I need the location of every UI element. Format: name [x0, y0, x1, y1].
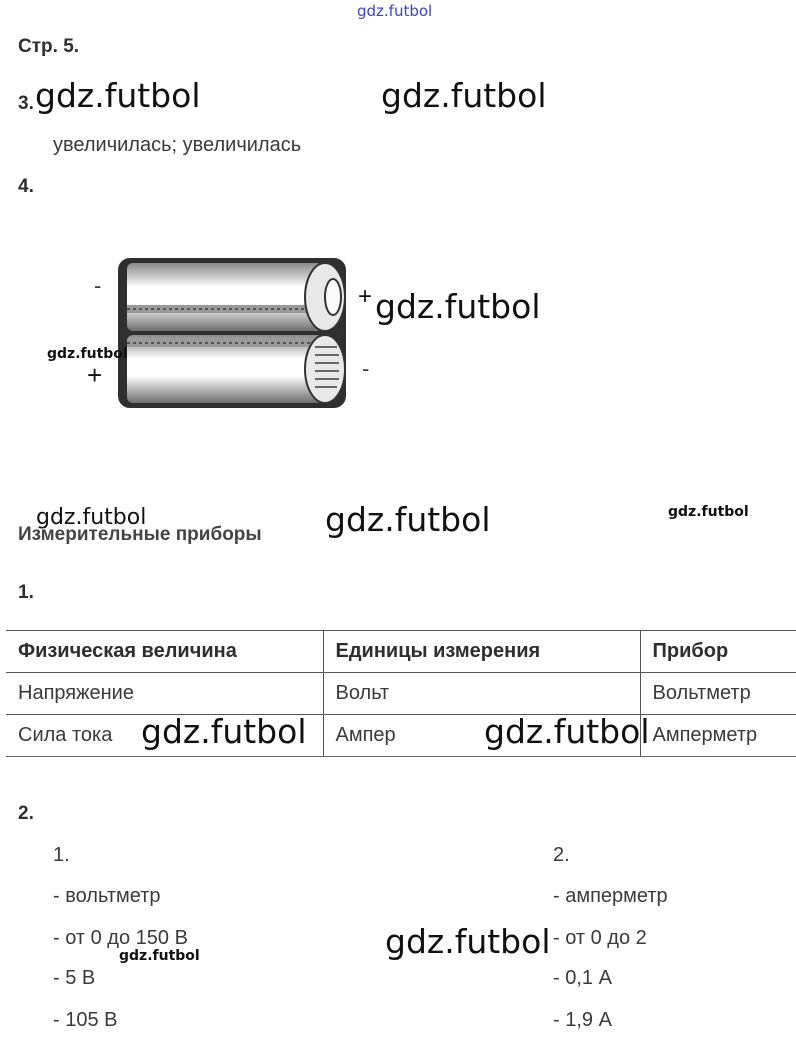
watermark: gdz.futbol	[36, 505, 147, 530]
battery-label-top-right: +	[358, 283, 373, 310]
watermark: gdz.futbol	[47, 346, 128, 362]
q2-right-line: - 1,9 А	[553, 1009, 612, 1031]
table-cell: Амперметр	[640, 715, 796, 757]
q2-right-line: - амперметр	[553, 885, 668, 907]
table-row	[6, 673, 796, 715]
q2-left-line: - 105 В	[53, 1009, 118, 1031]
table-header-cell: Физическая величина	[6, 631, 323, 673]
q1-number: 1.	[18, 582, 34, 603]
task4-number: 4.	[18, 176, 34, 197]
watermark: gdz.futbol	[119, 948, 200, 964]
q2-left-number: 1.	[53, 844, 70, 866]
watermark: gdz.futbol	[375, 287, 541, 326]
battery-label-bottom-right: -	[362, 356, 370, 381]
watermark-top: gdz.futbol	[357, 2, 433, 20]
table-cell: Сила тока	[6, 715, 323, 757]
page-ref: Стр. 5.	[18, 36, 80, 57]
table-cell: Вольт	[323, 673, 640, 715]
units-table	[6, 630, 796, 757]
section-title: Измерительные приборы	[18, 524, 262, 545]
battery-pack-illustration	[115, 255, 351, 411]
watermark: gdz.futbol	[668, 504, 749, 520]
q2-left-line: - от 0 до 150 В	[53, 927, 188, 949]
table-header-row	[6, 631, 796, 673]
watermark: gdz.futbol	[325, 500, 491, 539]
q2-right-line: - 0,1 А	[553, 967, 612, 989]
watermark: gdz.futbol	[381, 76, 547, 115]
table-cell: Напряжение	[6, 673, 323, 715]
battery-cell-top	[127, 263, 345, 331]
watermark: gdz.futbol	[484, 712, 650, 751]
watermark: gdz.futbol	[35, 76, 201, 115]
table-row	[6, 715, 796, 757]
table-cell: Вольтметр	[640, 673, 796, 715]
task3-answer: увеличилась; увеличилась	[53, 134, 302, 156]
table-header-cell: Единицы измерения	[323, 631, 640, 673]
battery-cell-bottom	[127, 335, 345, 403]
q2-number: 2.	[18, 803, 34, 824]
watermark: gdz.futbol	[385, 922, 551, 961]
battery-label-bottom-left: +	[87, 360, 103, 390]
battery-label-top-left: -	[94, 273, 102, 298]
q2-right-line: - от 0 до 2	[553, 927, 647, 949]
watermark: gdz.futbol	[141, 712, 307, 751]
q2-left-line: - вольтметр	[53, 885, 161, 907]
task3-number: 3.	[18, 93, 34, 114]
q2-right-number: 2.	[553, 844, 570, 866]
table-cell: Ампер	[323, 715, 640, 757]
table-header-cell: Прибор	[640, 631, 796, 673]
q2-left-line: - 5 В	[53, 967, 96, 989]
